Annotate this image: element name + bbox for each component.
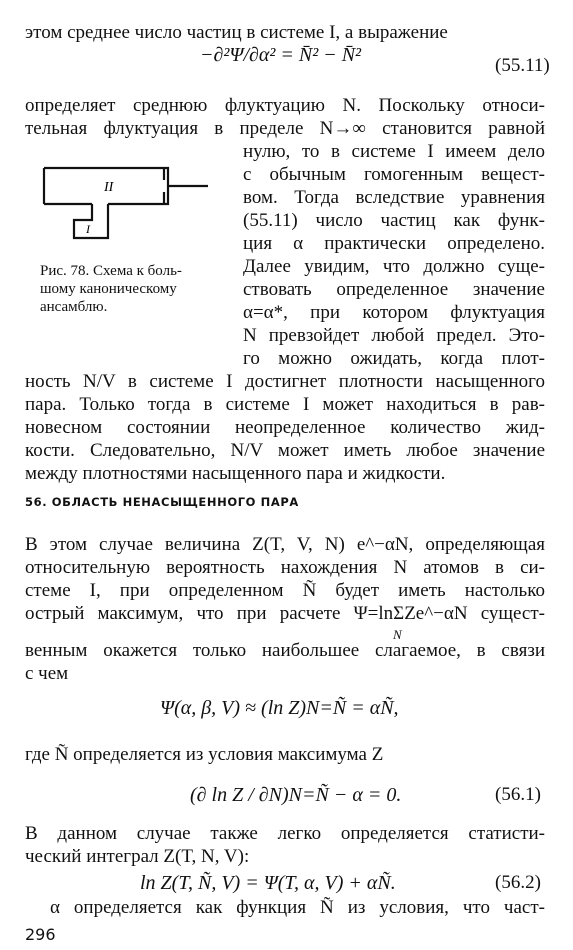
- text-line: этом среднее число частиц в системе I, а выражение: [25, 22, 448, 43]
- text-line: где Ñ определяется из условия максимума Z: [25, 744, 384, 765]
- text-line: пара. Только тогда в системе I может находиться в рав-: [25, 394, 545, 415]
- equation-number: (55.11): [495, 55, 550, 76]
- equation-number: (56.1): [495, 784, 541, 805]
- text-line: тельная флуктуация в пределе N→∞ становится равной: [25, 118, 545, 139]
- text-line: относительную вероятность нахождения N атомов в си-: [25, 557, 545, 578]
- caption-line: ансамблю.: [40, 299, 108, 315]
- text-line: стеме I, при определенном Ñ будет иметь настолько: [25, 580, 545, 601]
- caption-line: Рис. 78. Схема к боль-: [40, 263, 182, 279]
- label-system-II: II: [104, 180, 114, 195]
- text-line: В этом случае величина Z(T, V, N) e^−αN, определяющая: [25, 534, 545, 555]
- text-line: Далее увидим, что должно суще-: [243, 256, 545, 277]
- text-line: го можно ожидать, когда плот-: [243, 348, 545, 369]
- equation-lhs: −∂²Ψ/∂α²: [200, 44, 276, 66]
- text-line: N превзойдет любой предел. Это-: [243, 325, 545, 346]
- text-line: α определяется как функция Ñ из условия, что част-: [50, 897, 545, 918]
- text-line: определяет среднюю флуктуацию N. Поскольку относи-: [25, 95, 545, 116]
- caption-line: шому каноническому: [40, 281, 177, 297]
- text-line: между плотностями насыщенного пара и жидкости.: [25, 463, 446, 484]
- equation-55-11: [200, 44, 361, 67]
- equation-56-2: ln Z(T, Ñ, V) = Ψ(T, α, V) + αÑ.: [140, 872, 396, 894]
- equation-psi: Ψ(α, β, V) ≈ (ln Z)N=Ñ = αÑ,: [160, 697, 399, 719]
- equation-number: (56.2): [495, 872, 541, 893]
- text-line: острый максимум, что при расчете Ψ=lnΣZe^−αN сущест-: [25, 603, 545, 624]
- text-line: ствовать определенное значение: [243, 279, 545, 300]
- section-title: 56. ОБЛАСТЬ НЕНАСЫЩЕННОГО ПАРА: [25, 495, 299, 509]
- page-number: 296: [25, 925, 56, 944]
- text-line: венным окажется только наибольшее слагаемое, в связи: [25, 640, 545, 661]
- text-line: ция α практически определено.: [243, 233, 545, 254]
- text-line: вом. Тогда вследствие уравнения: [243, 187, 545, 208]
- text-line: с обычным гомогенным вещест-: [243, 164, 545, 185]
- sum-subscript: N: [393, 627, 402, 642]
- text-line: новесном состоянии неопределенное количество жид-: [25, 417, 545, 438]
- text-line: ность N/V в системе I достигнет плотности насыщенного: [25, 371, 545, 392]
- text-line: кости. Следовательно, N/V может иметь любое значение: [25, 440, 545, 461]
- label-system-I: I: [86, 222, 90, 236]
- text-line: нулю, то в системе I имеем дело: [243, 141, 545, 162]
- figure-caption: [40, 262, 182, 316]
- text-line: (55.11) число частиц как функ-: [243, 210, 545, 231]
- text-line: В данном случае также легко определяется статисти-: [25, 823, 545, 844]
- equation-56-1: (∂ ln Z / ∂N)N=Ñ − α = 0.: [190, 784, 402, 806]
- equation-rhs: = N̄² − N̄²: [280, 44, 362, 66]
- text-line: с чем: [25, 663, 69, 684]
- figure-78-diagram: [40, 158, 215, 248]
- text-line: α=α*, при котором флуктуация: [243, 302, 545, 323]
- text-line: ческий интеграл Z(T, N, V):: [25, 846, 250, 867]
